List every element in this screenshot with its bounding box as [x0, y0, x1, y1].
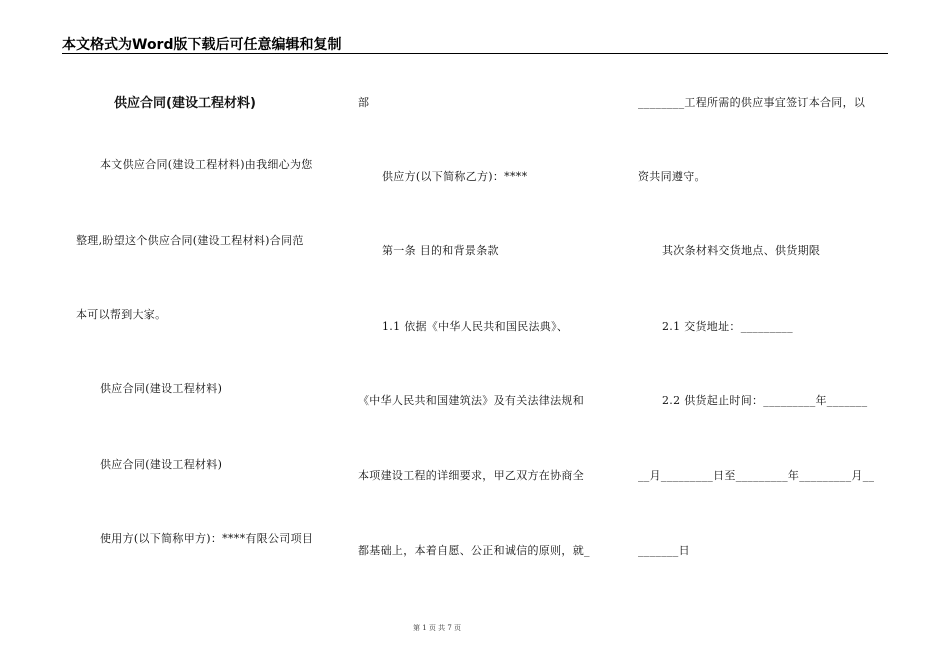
- col1-line-3: 本可以帮到大家。: [76, 308, 167, 321]
- col1-line-2: 整理,盼望这个供应合同(建设工程材料)合同范: [76, 234, 304, 247]
- col3-line-6: __月_________日至_________年_________月__: [638, 469, 875, 482]
- col3-line-2: 资共同遵守。: [638, 170, 706, 183]
- document-header: 本文格式为Word版下载后可任意编辑和复制: [62, 37, 342, 53]
- col2-line-7: 都基础上，本着自愿、公正和诚信的原则，就_: [358, 544, 590, 557]
- col2-line-5: 《中华人民共和国建筑法》及有关法律法规和: [358, 394, 584, 407]
- col3-line-3: 其次条材料交货地点、供货期限: [662, 244, 821, 257]
- document-title: 供应合同(建设工程材料): [114, 96, 256, 111]
- col1-line-5: 供应合同(建设工程材料): [100, 458, 223, 471]
- col1-line-6: 使用方(以下简称甲方)：****有限公司项目: [100, 532, 314, 545]
- col3-line-1: ________工程所需的供应事宜签订本合同，以: [638, 96, 866, 109]
- col3-line-7: _______日: [638, 544, 690, 557]
- page-number: 第 1 页 共 7 页: [413, 624, 462, 632]
- col3-line-5: 2.2 供货起止时间：_________年_______: [662, 394, 868, 407]
- col2-line-3: 第一条 目的和背景条款: [382, 244, 499, 257]
- col1-line-1: 本文供应合同(建设工程材料)由我细心为您: [100, 158, 313, 171]
- header-rule: [62, 53, 888, 54]
- col2-line-1: 部: [358, 96, 370, 109]
- col1-line-4: 供应合同(建设工程材料): [100, 382, 223, 395]
- col2-line-4: 1.1 依据《中华人民共和国民法典》、: [382, 320, 569, 333]
- col2-line-2: 供应方(以下简称乙方)：****: [382, 170, 528, 183]
- col2-line-6: 本项建设工程的详细要求，甲乙双方在协商全: [358, 469, 584, 482]
- col3-line-4: 2.1 交货地址：_________: [662, 320, 793, 333]
